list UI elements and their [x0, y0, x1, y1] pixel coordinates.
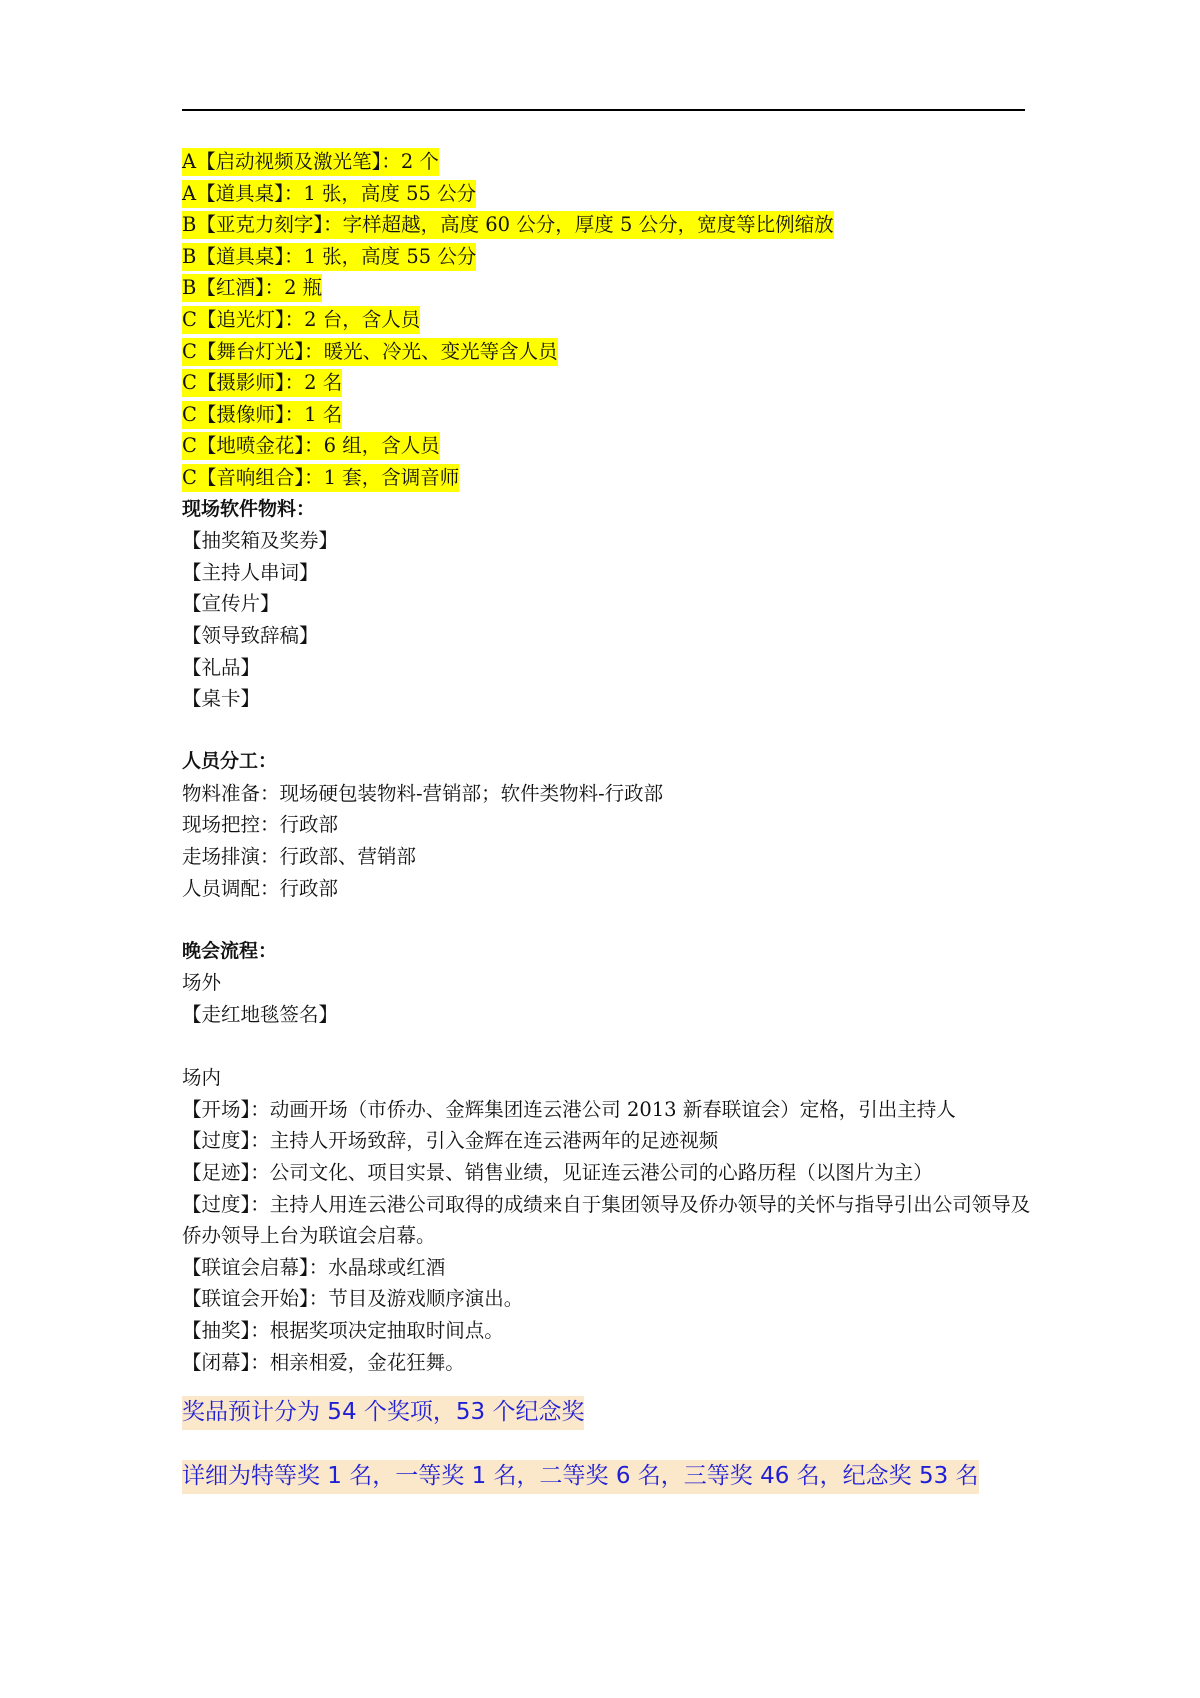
equipment-list [182, 146, 1032, 494]
list-item: B【亚克力刻字】：字样超越，高度 60 公分，厚度 5 公分，宽度等比例缩放 [182, 209, 1032, 241]
list-item: A【启动视频及激光笔】：2 个 [182, 146, 1032, 178]
header-rule [182, 109, 1025, 111]
list-item: B【红酒】：2 瓶 [182, 272, 1032, 304]
list-item: 人员调配：行政部 [182, 876, 339, 900]
list-item: 【开场】：动画开场（市侨办、金辉集团连云港公司 2013 新春联谊会）定格，引出主持人 [182, 1097, 956, 1121]
section-heading: 人员分工： [182, 750, 278, 773]
list-item: C【追光灯】：2 台，含人员 [182, 304, 1032, 336]
list-item: 【领导致辞稿】 [182, 623, 319, 647]
prize-section [182, 1392, 1032, 1496]
spacer [182, 715, 1032, 747]
list-item: B【道具桌】：1 张，高度 55 公分 [182, 241, 1032, 273]
list-item: 【宣传片】 [182, 592, 280, 616]
spacer [182, 1031, 1032, 1063]
list-item: 物料准备：现场硬包装物料-营销部；软件类物料-行政部 [182, 781, 664, 805]
section-heading: 晚会流程： [182, 939, 278, 962]
prize-summary: 奖品预计分为 54 个奖项，53 个纪念奖 [182, 1392, 1032, 1432]
list-item: 【礼品】 [182, 655, 261, 679]
list-item: 【抽奖箱及奖券】 [182, 529, 339, 553]
list-item: 【走红地毯签名】 [182, 1003, 339, 1027]
spacer [182, 904, 1032, 936]
section-heading: 现场软件物料： [182, 497, 316, 520]
list-item: 【过度】：主持人用连云港公司取得的成绩来自于集团领导及侨办领导的关怀与指导引出公司领导及侨办领导上台为联谊会启幕。 [182, 1192, 1031, 1248]
list-item: 【联谊会开始】：节目及游戏顺序演出。 [182, 1287, 524, 1311]
list-item: C【摄像师】：1 名 [182, 399, 1032, 431]
list-item: 走场排演：行政部、营销部 [182, 845, 417, 869]
list-item: A【道具桌】：1 张，高度 55 公分 [182, 178, 1032, 210]
list-item: 【桌卡】 [182, 687, 261, 711]
software-section [182, 494, 1032, 715]
list-item: C【舞台灯光】：暖光、冷光、变光等含人员 [182, 336, 1032, 368]
spacer [182, 1432, 1032, 1456]
list-item: C【音响组合】：1 套，含调音师 [182, 462, 1032, 494]
list-item: C【地喷金花】：6 组，含人员 [182, 430, 1032, 462]
subsection-label: 场内 [182, 1066, 222, 1090]
list-item: 【抽奖】：根据奖项决定抽取时间点。 [182, 1318, 504, 1342]
list-item: 【主持人串词】 [182, 560, 319, 584]
document-body [182, 146, 1032, 1496]
list-item: 现场把控：行政部 [182, 813, 339, 837]
staff-section [182, 746, 1032, 904]
list-item: 【足迹】：公司文化、项目实景、销售业绩，见证连云港公司的心路历程（以图片为主） [182, 1161, 933, 1184]
list-item: 【过度】：主持人开场致辞，引入金辉在连云港两年的足迹视频 [182, 1129, 719, 1153]
list-item: 【闭幕】：相亲相爱，金花狂舞。 [182, 1350, 465, 1374]
prize-detail: 详细为特等奖 1 名，一等奖 1 名，二等奖 6 名，三等奖 46 名，纪念奖 53 名 [182, 1456, 1032, 1496]
subsection-label: 场外 [182, 971, 222, 995]
flow-section [182, 936, 1032, 1378]
list-item: 【联谊会启幕】：水晶球或红酒 [182, 1255, 446, 1279]
list-item: C【摄影师】：2 名 [182, 367, 1032, 399]
